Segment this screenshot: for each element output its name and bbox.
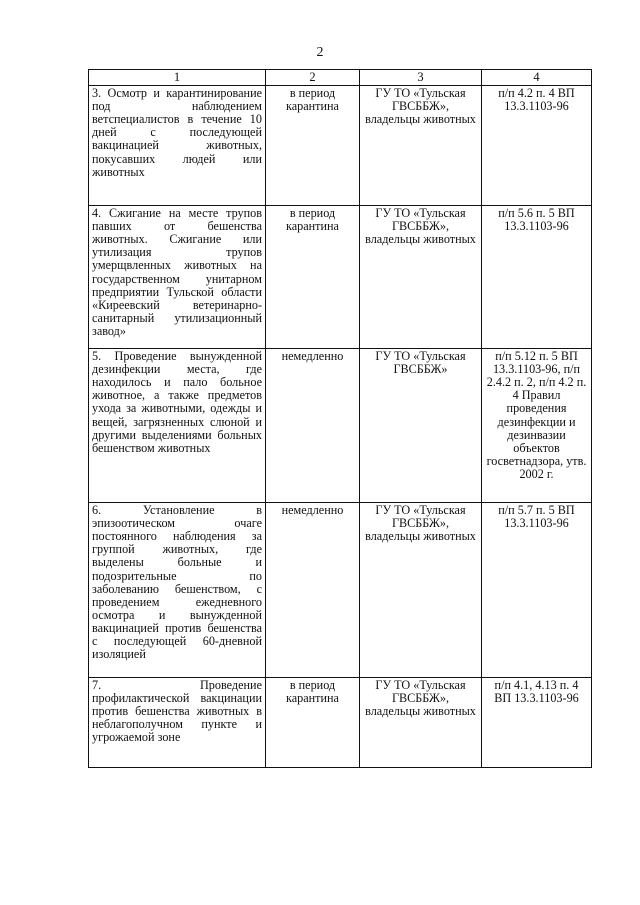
column-header: 1 — [89, 70, 266, 86]
executor-cell: ГУ ТО «Тульская ГВСББЖ» — [360, 349, 482, 503]
measures-table — [88, 69, 592, 768]
table-header-row — [89, 70, 592, 86]
action-cell: 6. Установление в эпизоотическом очаге постоянного наблюдения за группой животных, где выделены больные и подозрительные по заболеванию бешенством, с проведением ежедневного осмотра и вынужденной вакцинацией против бешенства с последующей 60-дневной изоляцией — [89, 503, 266, 678]
executor-cell: ГУ ТО «Тульская ГВСББЖ», владельцы животных — [360, 678, 482, 768]
table-row — [89, 206, 592, 349]
table-row — [89, 349, 592, 503]
basis-cell: п/п 4.2 п. 4 ВП 13.3.1103-96 — [482, 86, 592, 206]
action-cell: 3. Осмотр и карантинирование под наблюдением ветспециалистов в течение 10 дней с последующей вакцинацией животных, покусавших людей или животных — [89, 86, 266, 206]
table-row — [89, 86, 592, 206]
term-cell: в период карантина — [266, 678, 360, 768]
table-row — [89, 678, 592, 768]
executor-cell: ГУ ТО «Тульская ГВСББЖ», владельцы животных — [360, 86, 482, 206]
term-cell: немедленно — [266, 349, 360, 503]
basis-cell: п/п 5.6 п. 5 ВП 13.3.1103-96 — [482, 206, 592, 349]
action-cell: 7. Проведение профилактической вакцинации против бешенства животных в неблагополучном пункте и угрожаемой зоне — [89, 678, 266, 768]
action-cell: 5. Проведение вынужденной дезинфекции места, где находилось и пало больное животное, а также предметов ухода за животными, одежды и вещей, загрязненных слюной и другими выделениями больных бешенством животных — [89, 349, 266, 503]
basis-cell: п/п 5.12 п. 5 ВП 13.3.1103-96, п/п 2.4.2 п. 2, п/п 4.2 п. 4 Правил проведения дезинфекции и дезинвазии объектов госветнадзора, утв. 2002 г. — [482, 349, 592, 503]
term-cell: в период карантина — [266, 86, 360, 206]
term-cell: в период карантина — [266, 206, 360, 349]
column-header: 4 — [482, 70, 592, 86]
basis-cell: п/п 5.7 п. 5 ВП 13.3.1103-96 — [482, 503, 592, 678]
column-header: 2 — [266, 70, 360, 86]
executor-cell: ГУ ТО «Тульская ГВСББЖ», владельцы животных — [360, 503, 482, 678]
page-number: 2 — [316, 45, 324, 60]
table-row — [89, 503, 592, 678]
basis-cell: п/п 4.1, 4.13 п. 4 ВП 13.3.1103-96 — [482, 678, 592, 768]
action-cell: 4. Сжигание на месте трупов павших от бешенства животных. Сжигание или утилизация трупов умерщвленных животных на государственном унитарном предприятии Тульской области «Киреевский ветеринарно-санитарный утилизационный завод» — [89, 206, 266, 349]
executor-cell: ГУ ТО «Тульская ГВСББЖ», владельцы животных — [360, 206, 482, 349]
column-header: 3 — [360, 70, 482, 86]
term-cell: немедленно — [266, 503, 360, 678]
